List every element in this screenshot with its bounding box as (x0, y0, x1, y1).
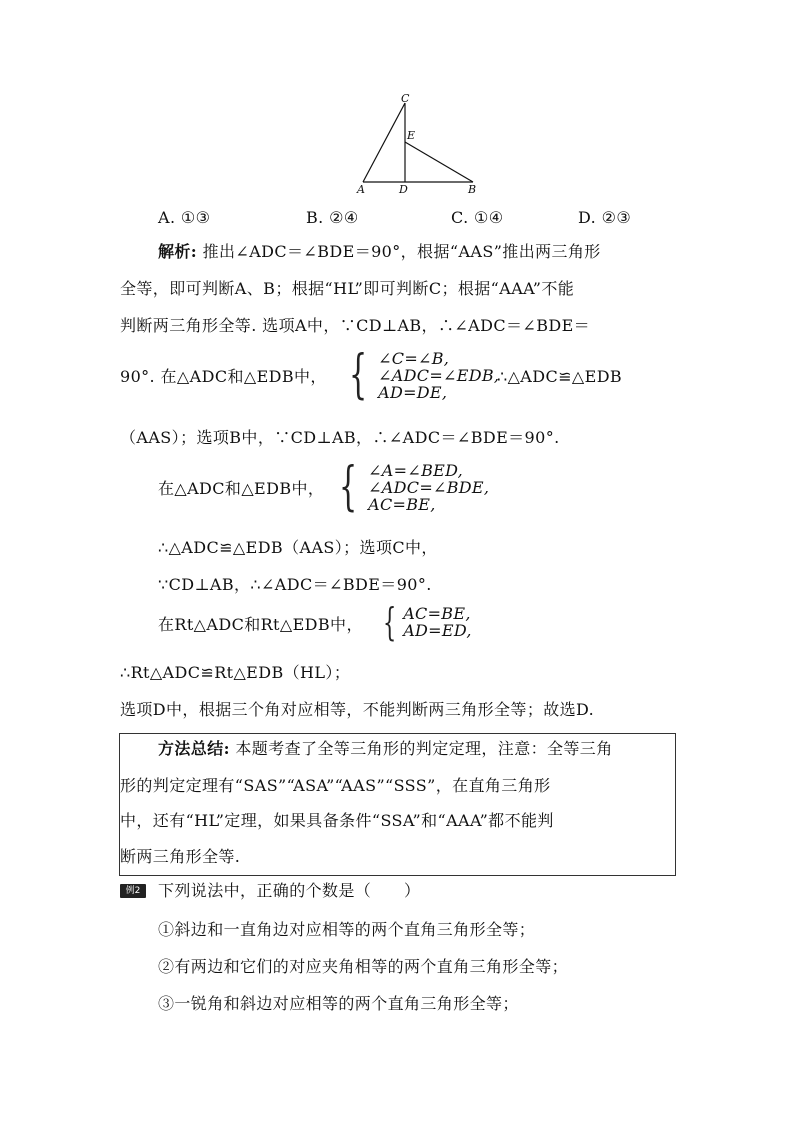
option-c: C. ①④ (451, 208, 504, 227)
triangle-figure (350, 90, 490, 200)
example-item-3: ③一锐角和斜边对应相等的两个直角三角形全等； (158, 994, 519, 1013)
brace-icon: { (349, 345, 368, 405)
equation-system-2 (339, 457, 490, 517)
summary-label: 方法总结: (158, 739, 230, 758)
example-badge: 例2 (120, 884, 146, 898)
analysis-label: 解析: (158, 242, 198, 261)
summary-line-2: 形的判定定理有“SAS”“ASA”“AAS”“SSS”，在直角三角形 (120, 776, 551, 795)
brace-icon: { (383, 600, 397, 644)
summary-line-3: 中，还有“HL”定理，如果具备条件“SSA”和“AAA”都不能判 (120, 811, 554, 830)
analysis-line-2: 全等，即可判断A、B；根据“HL”即可判断C；根据“AAA”不能 (120, 279, 575, 298)
example-question: 下列说法中，正确的个数是（ ） (158, 881, 421, 900)
analysis-line-4-post: ∴△ADC≌△EDB (497, 367, 623, 386)
system-1-line-1: ∠C=∠B, (378, 348, 450, 368)
analysis-line-5: （AAS）；选项B中，∵CD⊥AB，∴∠ADC＝∠BDE＝90°. (120, 428, 560, 447)
equation-system-3 (383, 600, 472, 644)
analysis-line-1 (158, 241, 601, 263)
analysis-text-1: 推出∠ADC＝∠BDE＝90°，根据“AAS”推出两三角形 (197, 242, 601, 261)
option-d: D. ②③ (578, 208, 632, 227)
analysis-line-7: ∴△ADC≌△EDB（AAS）；选项C中， (158, 538, 438, 557)
system-2-line-1: ∠A=∠BED, (368, 460, 464, 480)
equation-system-1 (349, 345, 500, 405)
system-2-line-3: AC=BE, (368, 494, 436, 514)
analysis-line-8: ∵CD⊥AB，∴∠ADC＝∠BDE＝90°. (158, 575, 432, 594)
system-3-line-2: AD=ED, (403, 621, 472, 640)
system-1-line-3: AD=DE, (378, 382, 448, 402)
label-c: C (401, 92, 410, 105)
brace-icon: { (339, 457, 358, 517)
example-item-1: ①斜边和一直角边对应相等的两个直角三角形全等； (158, 920, 536, 939)
analysis-line-6-pre: 在△ADC和△EDB中， (158, 479, 325, 498)
summary-line-4: 断两三角形全等. (120, 847, 241, 866)
analysis-line-4-pre: 90°. 在△ADC和△EDB中， (120, 367, 327, 386)
label-b: B (468, 183, 477, 196)
system-1-line-2: ∠ADC=∠EDB, (378, 365, 500, 385)
summary-text-1: 本题考查了全等三角形的判定定理，注意：全等三角 (229, 739, 613, 758)
label-e: E (407, 129, 416, 142)
label-a: A (357, 183, 365, 196)
system-2-line-2: ∠ADC=∠BDE, (368, 477, 490, 497)
analysis-line-9-pre: 在Rt△ADC和Rt△EDB中， (158, 615, 363, 634)
analysis-line-3: 判断两三角形全等. 选项A中，∵CD⊥AB，∴∠ADC＝∠BDE＝ (120, 316, 591, 335)
analysis-line-10: ∴Rt△ADC≌Rt△EDB（HL）； (120, 663, 351, 682)
option-b: B. ②④ (306, 208, 359, 227)
analysis-line-11: 选项D中，根据三个角对应相等，不能判断两三角形全等；故选D. (120, 700, 595, 719)
example-item-2: ②有两边和它们的对应夹角相等的两个直角三角形全等； (158, 957, 569, 976)
system-3-line-1: AC=BE, (403, 604, 471, 623)
option-a: A. ①③ (158, 208, 211, 227)
label-d: D (399, 183, 408, 196)
summary-line-1 (158, 738, 613, 760)
